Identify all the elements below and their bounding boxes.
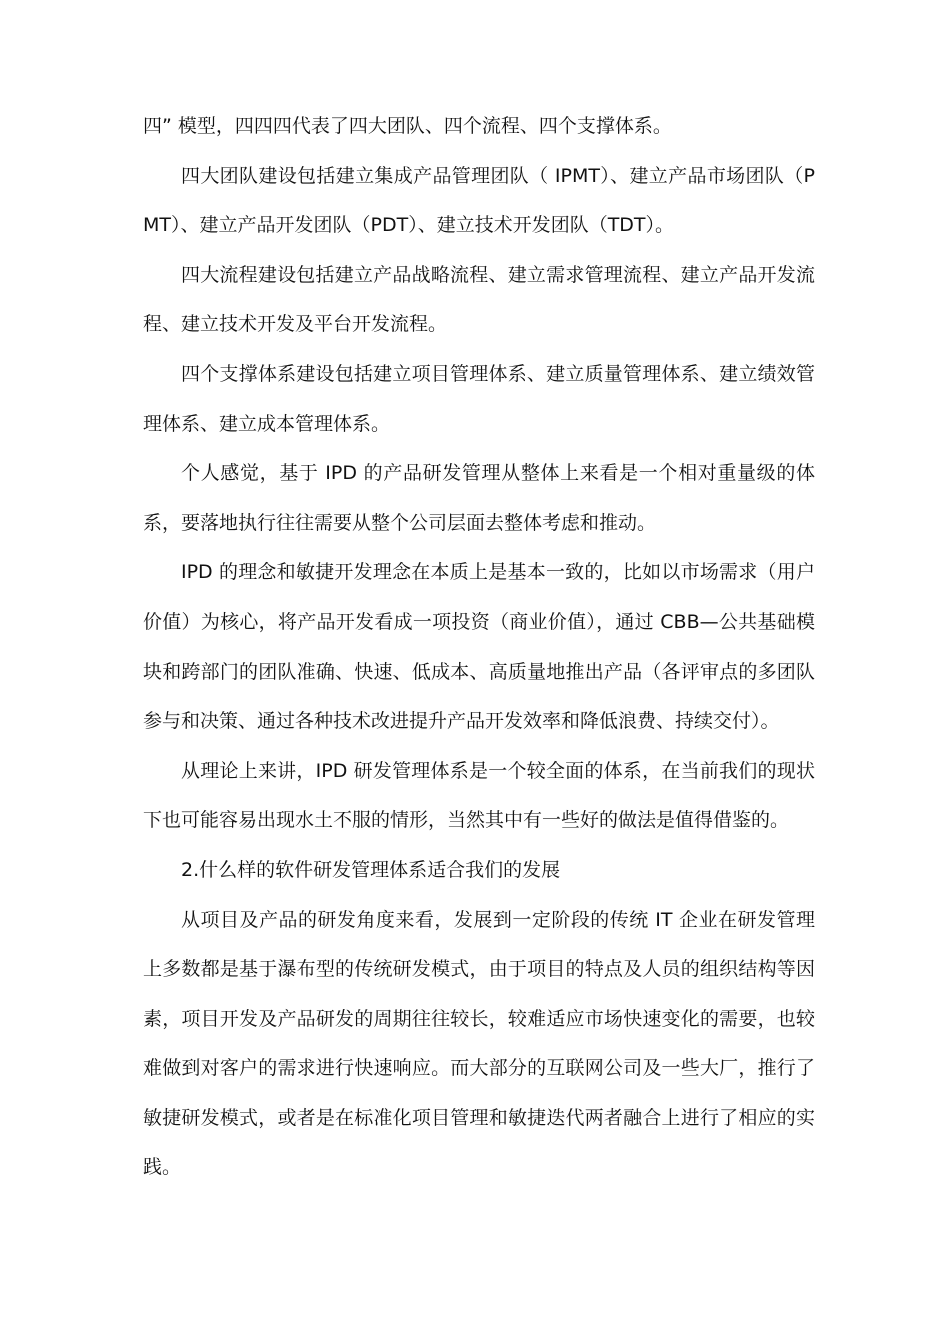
paragraph-four-support-systems: 四个支撑体系建设包括建立项目管理体系、建立质量管理体系、建立绩效管理体系、建立成本管理体系。 [143,362,815,435]
paragraph-model-summary: 四” 模型，四四四代表了四大团队、四个流程、四个支撑体系。 [143,115,672,137]
paragraph-development-angle: 从项目及产品的研发角度来看，发展到一定阶段的传统 IT 企业在研发管理上多数都是基于瀑布型的传统研发模式，由于项目的特点及人员的组织结构等因素，项目开发及产品研发的周期往往较长，较难适应市场快速变化的需要，也较难做到对客户的需求进行快速响应。而大部分的互联网公司及一些大厂，推行了敏捷研发模式，或者是在标准化项目管理和敏捷迭代两者融合上进行了相应的实践。 [143,908,815,1179]
paragraph-ipd-agile-comparison: IPD 的理念和敏捷开发理念在本质上是基本一致的，比如以市场需求（用户价值）为核心，将产品开发看成一项投资（商业价值），通过 CBB—公共基础模块和跨部门的团队准确、快速、低成本、高质量地推出产品（各评审点的多团队参与和决策、通过各种技术改进提升产品开发效率和降低浪费、持续交付）。 [143,561,815,733]
section-heading: 2.什么样的软件研发管理体系适合我们的发展 [181,858,561,881]
paragraph-four-processes: 四大流程建设包括建立产品战略流程、建立需求管理流程、建立产品开发流程、建立技术开发及平台开发流程。 [143,263,815,336]
paragraph-four-teams: 四大团队建设包括建立集成产品管理团队（ IPMT）、建立产品市场团队（PMT）、建立产品开发团队（PDT）、建立技术开发团队（TDT）。 [143,164,815,237]
document-body [143,102,815,1193]
paragraph-personal-view: 个人感觉，基于 IPD 的产品研发管理从整体上来看是一个相对重量级的体系，要落地执行往往需要从整个公司层面去整体考虑和推动。 [143,462,815,534]
paragraph-theory-view: 从理论上来讲，IPD 研发管理体系是一个较全面的体系，在当前我们的现状下也可能容易出现水土不服的情形，当然其中有一些好的做法是值得借鉴的。 [143,759,815,832]
